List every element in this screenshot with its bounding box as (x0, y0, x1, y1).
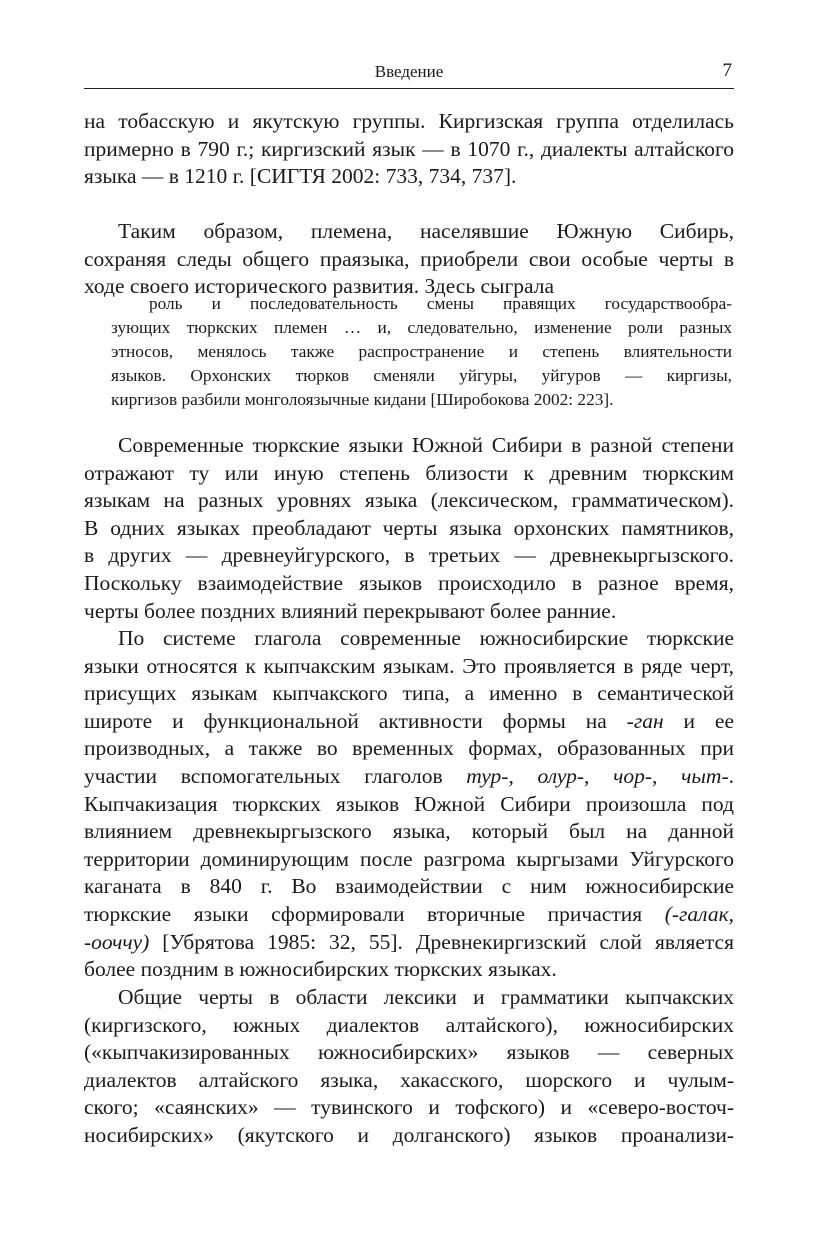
quote-line: языков. Орхонских тюрков сменяли уйгуры, уйгуров — киргизы, (111, 366, 732, 385)
text-line: черты более поздних влияний перекрывают более ранние. (84, 598, 617, 623)
text-line: Общие черты в области лексики и грамматики кыпчакских (118, 985, 734, 1009)
text-run: , (508, 763, 538, 788)
text-line: В одних языках преобладают черты языка орхонских памятников, (84, 515, 734, 540)
text-line: каганата в 840 г. Во взаимодействии с ним южносибирские (84, 874, 734, 899)
text-line: языкам на разных уровнях языка (лексическом, грамматическом). (84, 488, 734, 513)
running-header-title: Введение (374, 62, 444, 81)
block-quote (111, 292, 732, 412)
text-line: языка — в 1210 г. [СИГТЯ 2002: 733, 734, 737]. (84, 164, 517, 189)
text-line: Кыпчакизация тюркских языков Южной Сибири произошла под (84, 791, 734, 816)
text-line: Таким образом, племена, населявшие Южную Сибирь, (118, 219, 734, 243)
text-line: влиянием древнекыргызского языка, который был на данной (84, 819, 734, 844)
text-line: присущих языкам кыпчакского типа, а именно в семантической (84, 681, 734, 706)
text-line: более поздним в южносибирских тюркских языках. (84, 957, 557, 982)
italic-term: чыт- (681, 763, 729, 788)
text-line: ходе своего исторического развития. Здесь сыграла (84, 274, 555, 299)
quote-line: киргизов разбили монголоязычные кидани [Широбокова 2002: 223]. (111, 390, 614, 409)
text-line: на тобасскую и якутскую группы. Киргизская группа отделилась (84, 109, 734, 133)
text-line: отражают ту или иную степень близости к древним тюркским (84, 460, 734, 485)
text-run: и ее (663, 708, 734, 733)
italic-term: чор- (613, 763, 653, 788)
italic-term: олур- (537, 763, 585, 788)
text-line: диалектов алтайского языка, хакасского, шорского и чулым- (84, 1067, 734, 1092)
text-run: участии вспомогательных глаголов (84, 763, 467, 788)
running-header (84, 60, 734, 86)
text-line (84, 708, 734, 736)
text-line: ского; «саянских» — тувинского и тофского) и «северо-восточ- (84, 1095, 734, 1120)
text-line: носибирских» (якутского и долганского) языков проанализи- (84, 1122, 734, 1147)
paragraph-3 (84, 432, 734, 625)
text-line: (киргизского, южных диалектов алтайского), южносибирских (84, 1012, 734, 1037)
italic-term: -ган (626, 708, 664, 733)
paragraph-5 (84, 984, 734, 1150)
text-line: языки относятся к кыпчакским языкам. Это проявляется в ряде черт, (84, 653, 734, 678)
text-line: производных, а также во временных формах, образованных при (84, 736, 734, 761)
header-rule (84, 88, 734, 89)
text-run: [Убрятова 1985: 32, 55]. Древнекиргизский слой является (149, 929, 734, 954)
text-line: примерно в 790 г.; киргизский язык — в 1070 г., диалекты алтайского (84, 136, 734, 161)
text-run: тюркские языки сформировали вторичные причастия (84, 901, 665, 926)
text-run: широте и функциональной активности формы на (84, 708, 627, 733)
text-run: , (584, 763, 614, 788)
paragraph-4 (84, 625, 734, 984)
quote-line: этносов, менялось также распространение и степень влиятельности (111, 342, 732, 361)
text-line (84, 901, 734, 929)
text-line (84, 763, 734, 791)
text-line: По системе глагола современные южносибирские тюркские (118, 626, 734, 650)
text-run: . (728, 763, 734, 788)
text-line: Поскольку взаимодействие языков происходило в разное время, (84, 570, 734, 595)
quote-line: зующих тюркских племен … и, следовательно, изменение роли разных (111, 318, 732, 337)
quote-line: роль и последовательность смены правящих государствообра- (149, 294, 732, 313)
text-line: в других — древнеуйгурского, в третьих — древнекыргызского. (84, 543, 734, 568)
text-run: , (652, 763, 682, 788)
page-number: 7 (722, 60, 732, 81)
text-line (84, 929, 734, 957)
text-line: территории доминирующим после разгрома кыргызами Уйгурского (84, 846, 734, 871)
italic-term: -ооччу) (84, 929, 150, 954)
text-line: Современные тюркские языки Южной Сибири в разной степени (118, 433, 734, 457)
paragraph-2 (84, 218, 734, 301)
paragraph-1 (84, 108, 734, 191)
text-line: сохраняя следы общего праязыка, приобрели свои особые черты в (84, 246, 734, 271)
text-line: («кыпчакизированных южносибирских» языков — северных (84, 1040, 734, 1065)
italic-term: тур- (466, 763, 509, 788)
italic-term: (-галак, (664, 901, 734, 926)
